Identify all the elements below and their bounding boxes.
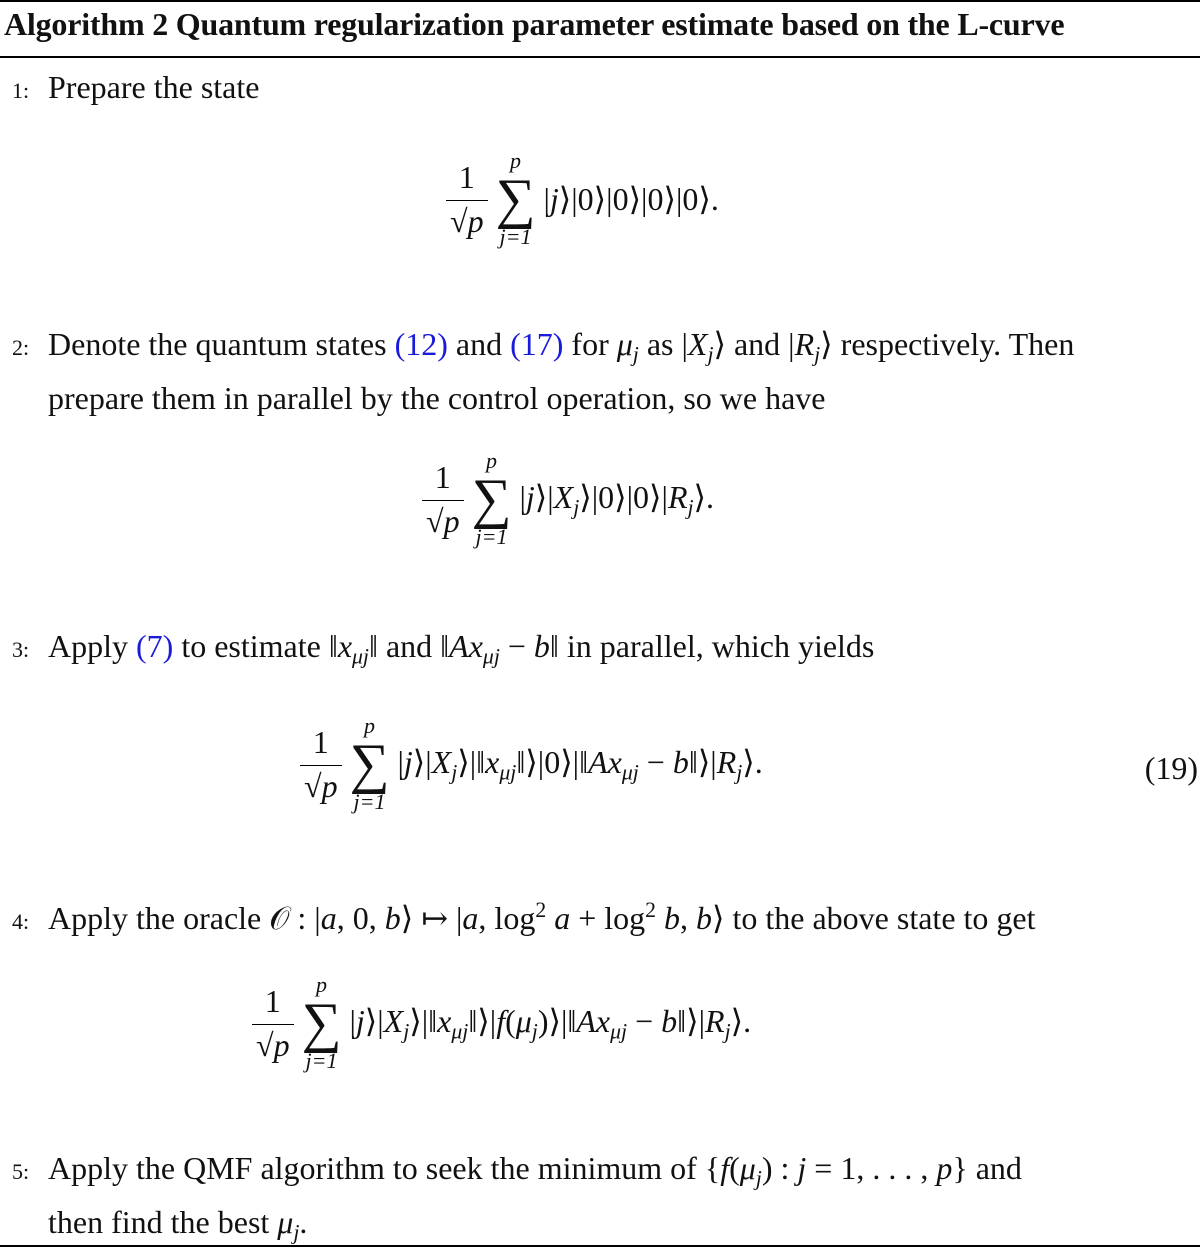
math-symbol: X [553, 478, 574, 515]
sum-lower-limit: j=1 [499, 224, 532, 249]
algorithm-title: Algorithm 2 Quantum regularization parameter estimate based on the L-curve [4, 6, 1065, 42]
summation [350, 713, 390, 815]
subscript: j [531, 1019, 538, 1044]
math-symbol: b [672, 743, 689, 780]
text: | [349, 1002, 356, 1039]
text: for [563, 326, 617, 362]
step-line [12, 1147, 1022, 1201]
text: and [447, 326, 511, 362]
math-symbol: X [383, 1002, 404, 1039]
math-symbol: b [664, 899, 680, 936]
math-symbol: Ax [588, 743, 622, 780]
math-symbol: μ [616, 326, 633, 362]
equation-reference-link[interactable]: (7) [136, 628, 174, 664]
text: | [519, 478, 526, 515]
equation-1 [446, 148, 719, 250]
math-symbol: x [437, 1002, 452, 1039]
denominator-sqrt: √p [252, 1024, 294, 1064]
step-line [12, 625, 874, 679]
step-number: 4: [12, 908, 30, 934]
numerator: 1 [458, 158, 475, 195]
equation-reference-link[interactable]: (12) [394, 326, 448, 362]
equation-4 [252, 972, 751, 1074]
subscript: μj [621, 760, 639, 785]
math-symbol: x [485, 743, 500, 780]
denominator-sqrt: √p [300, 765, 342, 805]
sigma-icon: ∑ [471, 468, 512, 530]
subscript: μj [499, 760, 517, 785]
text: ) : [761, 1150, 798, 1186]
subscript: j [755, 1166, 762, 1191]
subscript: j [724, 1019, 731, 1044]
math-symbol: j [549, 181, 559, 217]
subscript: j [451, 760, 458, 785]
equation-body [349, 1002, 751, 1045]
text: ⟩. [730, 1002, 752, 1039]
math-symbol: Ax [576, 1002, 611, 1039]
text: ‖⟩| [468, 1002, 497, 1039]
text: Apply [48, 628, 136, 664]
step-5 [12, 1147, 1022, 1254]
math-symbol: R [716, 743, 737, 780]
text: Apply the QMF algorithm to seek the minimum of { [48, 1150, 721, 1186]
bottom-rule [0, 1245, 1200, 1247]
fraction [300, 724, 342, 805]
equation-body [543, 180, 718, 218]
subscript: μj [451, 1019, 469, 1044]
math-symbol: b [533, 628, 550, 664]
text: ‖ and ‖ [368, 628, 450, 664]
text: ⟩| [412, 743, 432, 780]
text: − [627, 1002, 662, 1039]
text: = 1, . . . , [806, 1150, 937, 1186]
text: Prepare the state [48, 69, 260, 105]
superscript: 2 [535, 898, 547, 922]
text: | [543, 181, 550, 217]
text: ⟩. [742, 743, 763, 780]
text [656, 900, 664, 936]
superscript: 2 [645, 898, 656, 922]
fraction [446, 159, 488, 240]
equation-3 [300, 713, 763, 815]
math-symbol: b [696, 899, 712, 936]
step-number: 3: [12, 637, 30, 662]
text: + log [570, 899, 646, 936]
sum-lower-limit: j=1 [305, 1048, 338, 1073]
step-4 [12, 889, 1036, 943]
sum-lower-limit: j=1 [353, 789, 386, 814]
text [546, 900, 554, 936]
math-symbol: b [661, 1002, 678, 1039]
fraction [422, 459, 464, 540]
sum-upper-limit: p [486, 448, 498, 473]
text: to estimate ‖ [173, 628, 338, 664]
text: − [499, 628, 534, 664]
text: ‖⟩| [688, 743, 717, 780]
text: ⟩ ↦ | [400, 899, 463, 936]
step-number: 1: [12, 78, 30, 103]
subscript: μj [482, 644, 500, 669]
text: ( [729, 1150, 740, 1186]
text: ‖⟩|0⟩|‖ [516, 743, 589, 780]
text: ‖ in parallel, which yields [549, 628, 875, 664]
text: ⟩| [364, 1002, 384, 1039]
fraction [252, 983, 294, 1064]
subscript: μj [352, 644, 369, 669]
subscript: j [707, 342, 714, 367]
text: ⟩|0⟩|0⟩| [579, 478, 668, 515]
math-symbol: R [794, 326, 815, 362]
step-line [12, 66, 259, 112]
sigma-icon: ∑ [495, 168, 536, 230]
math-symbol: μ [739, 1150, 756, 1186]
text: ⟩|‖ [457, 743, 486, 780]
math-symbol: R [705, 1002, 725, 1039]
step-line [12, 889, 1036, 943]
text: as | [638, 326, 688, 362]
math-symbol: μ [277, 1203, 294, 1240]
denominator-sqrt: √p [422, 500, 464, 540]
math-symbol: p [936, 1150, 953, 1186]
sigma-icon: ∑ [301, 992, 342, 1054]
subscript: j [403, 1019, 410, 1044]
equation-reference-link[interactable]: (17) [510, 326, 564, 362]
denominator-sqrt: √p [446, 200, 488, 240]
text: prepare them in parallel by the control operation, so we have [48, 379, 826, 416]
text: ⟩|‖ [409, 1002, 438, 1039]
text: } and [952, 1150, 1022, 1186]
text: − [638, 743, 673, 780]
summation [496, 148, 536, 250]
math-symbol: a [462, 899, 479, 936]
sum-lower-limit: j=1 [475, 524, 508, 549]
numerator: 1 [312, 723, 329, 760]
math-symbol: j [403, 743, 413, 780]
text: | [397, 743, 404, 780]
math-symbol: j [355, 1002, 365, 1039]
step-number: 5: [12, 1159, 30, 1184]
equation-body [519, 478, 714, 521]
subscript: j [687, 495, 694, 520]
summation [302, 972, 342, 1074]
text: Denote the quantum states [48, 326, 395, 362]
sigma-icon: ∑ [349, 733, 390, 795]
subscript: j [632, 342, 639, 367]
equation-body [397, 743, 762, 786]
equation-2 [422, 448, 714, 550]
math-symbol: a [554, 899, 571, 936]
text: , [680, 899, 696, 936]
text: ‖⟩| [677, 1002, 706, 1039]
text: ⟩ respectively. Then [820, 326, 1075, 362]
step-2 [12, 323, 1074, 420]
numerator: 1 [264, 982, 281, 1019]
math-symbol: X [687, 326, 708, 362]
top-rule [0, 0, 1200, 2]
numerator: 1 [434, 458, 451, 495]
step-1 [12, 66, 259, 112]
equation-number: (19) [1144, 750, 1198, 786]
text: , log [478, 899, 536, 936]
sum-upper-limit: p [364, 713, 376, 738]
text: ( [505, 1002, 516, 1039]
math-symbol: R [667, 478, 688, 515]
text: )⟩|‖ [537, 1002, 577, 1039]
text: then find the best [48, 1203, 278, 1240]
step-number: 2: [12, 335, 30, 360]
text: Apply the oracle 𝒪 : | [48, 899, 321, 936]
text: . [299, 1203, 308, 1240]
text: ⟩. [693, 478, 715, 515]
subscript: j [736, 760, 743, 785]
step-line [12, 323, 1074, 377]
title-rule [0, 56, 1200, 58]
subscript: μj [610, 1019, 628, 1044]
summation [472, 448, 512, 550]
math-symbol: a [320, 899, 337, 936]
subscript: j [814, 342, 821, 367]
step-3 [12, 625, 874, 679]
sum-upper-limit: p [316, 972, 328, 997]
math-symbol: j [525, 478, 535, 515]
step-line [12, 377, 1074, 420]
math-symbol: f [720, 1150, 730, 1186]
sum-upper-limit: p [510, 148, 522, 173]
text: , 0, [336, 899, 385, 936]
math-symbol: X [431, 743, 452, 780]
math-symbol: b [384, 899, 401, 936]
subscript: j [573, 495, 580, 520]
subscript: j [293, 1220, 300, 1245]
text: ⟩|0⟩|0⟩|0⟩|0⟩. [558, 181, 719, 217]
math-symbol: μ [515, 1002, 532, 1039]
text: ⟩ and | [713, 326, 795, 362]
text: ⟩| [534, 478, 554, 515]
math-symbol: f [496, 1002, 506, 1039]
math-symbol: j [797, 1150, 807, 1186]
math-symbol: x [337, 628, 353, 664]
math-symbol: Ax [449, 628, 483, 664]
text: ⟩ to the above state to get [712, 899, 1036, 936]
